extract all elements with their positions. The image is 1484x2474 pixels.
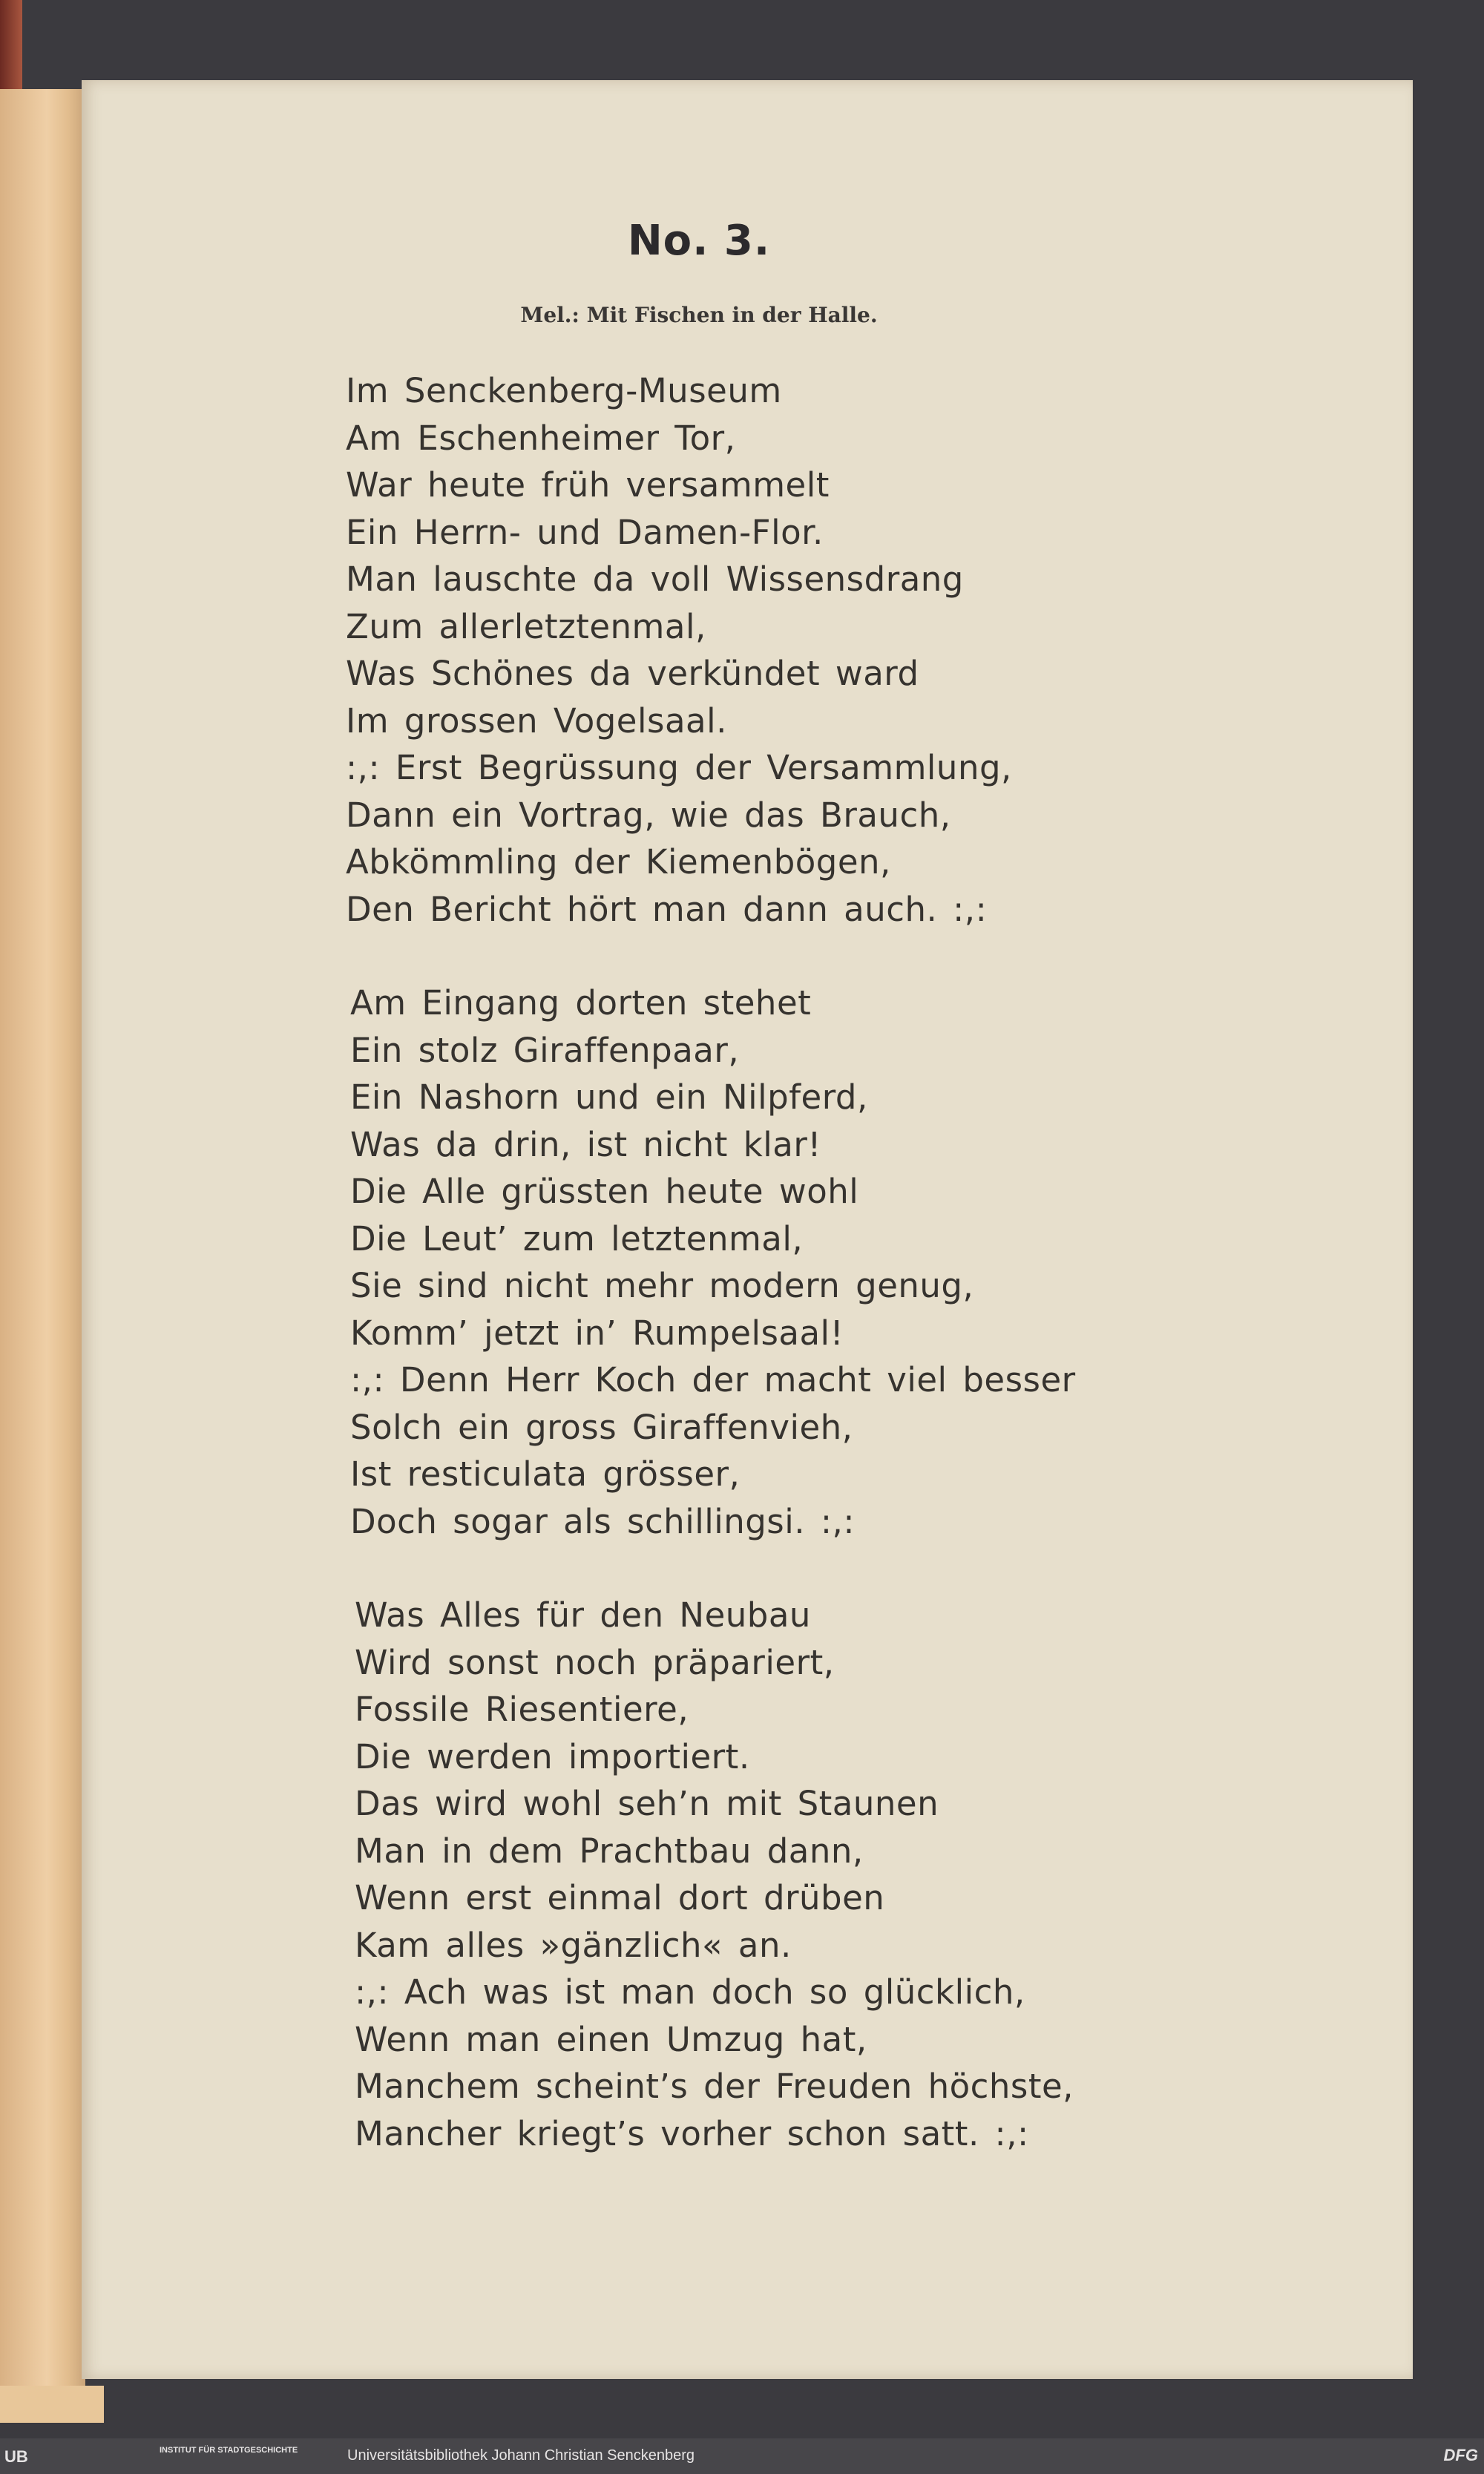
lyric-line: Komm’ jetzt in’ Rumpelsaal! xyxy=(350,1313,844,1353)
lyric-line: Zum allerletztenmal, xyxy=(346,606,706,646)
stanza-1 xyxy=(346,367,1370,933)
lyric-line: Manchem scheint’s der Freuden höchste, xyxy=(355,2067,1074,2106)
lyric-line: Ist resticulata grösser, xyxy=(350,1454,741,1494)
lyric-line: Das wird wohl seh’n mit Staunen xyxy=(355,1784,939,1823)
lyric-line: Die werden importiert. xyxy=(355,1736,750,1776)
lyric-line: Man in dem Prachtbau dann, xyxy=(355,1831,864,1871)
ub-logo[interactable]: UB xyxy=(4,2447,28,2466)
lyric-line: Den Bericht hört man dann auch. :,: xyxy=(346,889,988,929)
institute-logo[interactable]: INSTITUT FÜR STADTGESCHICHTE xyxy=(160,2446,298,2455)
stanza-3 xyxy=(346,1592,1370,2157)
lyric-line: Man lauschte da voll Wissensdrang xyxy=(346,560,964,599)
lyric-line: Fossile Riesentiere, xyxy=(355,1690,689,1729)
lyric-line: Solch ein gross Giraffenvieh, xyxy=(350,1407,853,1447)
stanza-2 xyxy=(346,980,1370,1545)
lyrics-body xyxy=(346,367,1370,2157)
footer-bar xyxy=(0,2438,1484,2474)
lyric-line: Im grossen Vogelsaal. xyxy=(346,700,727,741)
lyric-line: Was Schönes da verkündet ward xyxy=(346,654,919,693)
lyric-line: Ein stolz Giraffenpaar, xyxy=(350,1030,740,1070)
lyric-line: Sie sind nicht mehr modern genug, xyxy=(350,1266,974,1305)
lyric-line: :,: Erst Begrüssung der Versammlung, xyxy=(346,748,1012,787)
lyric-line: :,: Denn Herr Koch der macht viel besser xyxy=(350,1360,1076,1400)
lyric-line: Was da drin, ist nicht klar! xyxy=(350,1124,821,1164)
lyric-line: Dann ein Vortrag, wie das Brauch, xyxy=(346,795,951,835)
lyric-line: Im Senckenberg-Museum xyxy=(346,371,782,410)
lyric-line: Die Leut’ zum letztenmal, xyxy=(350,1218,804,1259)
lyric-line: Was Alles für den Neubau xyxy=(355,1595,811,1635)
facing-page-corner xyxy=(0,2386,104,2423)
lyric-line: Mancher kriegt’s vorher schon satt. :,: xyxy=(355,2113,1029,2153)
song-number-title: No. 3. xyxy=(627,217,771,265)
book-spine xyxy=(0,0,22,89)
lyric-line: War heute früh versammelt xyxy=(346,465,830,505)
lyric-line: Wird sonst noch präpariert, xyxy=(355,1642,835,1682)
lyric-line: Doch sogar als schillingsi. :,: xyxy=(350,1501,855,1541)
lyric-line: Am Eschenheimer Tor, xyxy=(346,418,736,458)
lyric-line: Die Alle grüssten heute wohl xyxy=(350,1172,859,1211)
library-credit: Universitätsbibliothek Johann Christian Senckenberg xyxy=(347,2447,695,2464)
lyric-line: :,: Ach was ist man doch so glücklich, xyxy=(355,1972,1025,2012)
lyric-line: Wenn man einen Umzug hat, xyxy=(355,2019,867,2059)
lyric-line: Kam alles »gänzlich« an. xyxy=(355,1925,792,1965)
facing-page-edge xyxy=(0,89,85,2412)
lyric-line: Abkömmling der Kiemenbögen, xyxy=(346,842,891,882)
lyric-line: Ein Herrn- und Damen-Flor. xyxy=(346,512,824,552)
lyric-line: Am Eingang dorten stehet xyxy=(350,983,812,1023)
lyric-line: Ein Nashorn und ein Nilpferd, xyxy=(350,1077,868,1117)
dfg-logo[interactable]: DFG xyxy=(1443,2446,1478,2464)
melody-note: Mel.: Mit Fischen in der Halle. xyxy=(520,303,878,327)
lyric-line: Wenn erst einmal dort drüben xyxy=(355,1878,885,1917)
